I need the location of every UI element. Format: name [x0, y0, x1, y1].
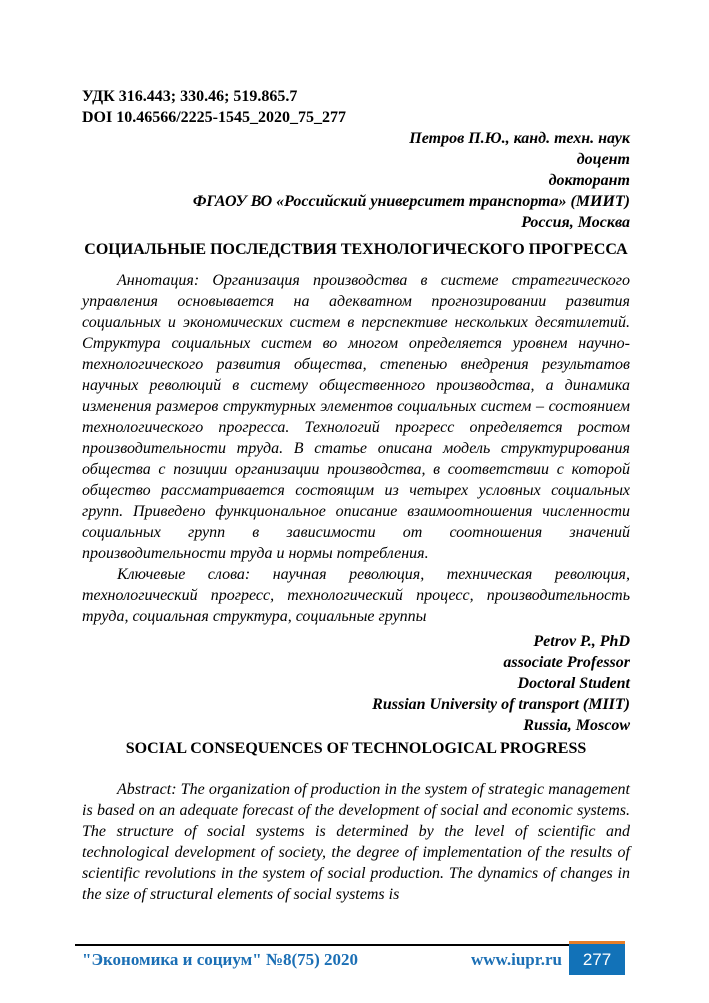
author-en-name: Petrov P., PhD [533, 633, 630, 650]
author-en-position: associate Professor [503, 654, 630, 671]
authors-ru-block [82, 128, 630, 233]
author-ru-position: доцент [576, 151, 630, 168]
abstract-ru: Аннотация: Организация производства в системе стратегического управления основывается на адекватном прогнозировании развития социальных и экономических систем в перспективе нескольких десятилетий. Структура социальных систем во многом определяется уровнем научно-технологического развития общества, степенью внедрения результатов научных революций в систему общественного производства, а динамика изменения размеров структурных элементов социальных систем – состоянием технологического прогресса. Технологий прогресс определяется ростом производительности труда. В статье описана модель структурирования общества с позиции организации производства, в соответствии с которой общество рассматривается состоящим из четырех условных социальных групп. Приведено функциональное описание взаимоотношения численности социальных групп в зависимости от соотношения значений производительности труда и нормы потребления. [82, 272, 630, 562]
page-number: 277 [582, 949, 612, 969]
authors-en-block [82, 631, 630, 736]
article-title-ru: СОЦИАЛЬНЫЕ ПОСЛЕДСТВИЯ ТЕХНОЛОГИЧЕСКОГО ПРОГРЕССА [84, 241, 628, 258]
author-en-status: Doctoral Student [517, 675, 630, 692]
footer [82, 950, 562, 970]
page-number-box [569, 941, 625, 975]
author-ru-affiliation: ФГАОУ ВО «Российский университет транспорта» (МИИТ) [192, 193, 630, 210]
keywords-ru: Ключевые слова: научная революция, техническая революция, технологический прогресс, технологический процесс, производительность труда, социальная структура, социальные группы [82, 566, 630, 625]
footer-website-link[interactable]: www.iupr.ru [470, 950, 562, 969]
article-content [82, 86, 630, 905]
article-title-en: SOCIAL CONSEQUENCES OF TECHNOLOGICAL PROGRESS [125, 740, 587, 757]
footer-rule [75, 944, 569, 946]
abstract-en: Abstract: The organization of production in the system of strategic management is based on an adequate forecast of the development of social and economic systems. The structure of social systems is determined by the level of scientific and technological development of society, the degree of implementation of the results of scientific revolutions in the system of social production. The dynamics of changes in the size of structural elements of social systems is [82, 781, 630, 903]
udc-line: УДК 316.443; 330.46; 519.865.7 [82, 88, 298, 105]
author-ru-status: докторант [548, 172, 630, 189]
author-en-location: Russia, Moscow [523, 717, 630, 734]
doi-line: DOI 10.46566/2225-1545_2020_75_277 [82, 109, 346, 126]
footer-journal-title: "Экономика и социум" №8(75) 2020 [82, 950, 359, 969]
author-ru-name: Петров П.Ю., канд. техн. наук [409, 130, 630, 147]
author-en-affiliation: Russian University of transport (MIIT) [372, 696, 630, 713]
author-ru-location: Россия, Москва [521, 214, 630, 231]
